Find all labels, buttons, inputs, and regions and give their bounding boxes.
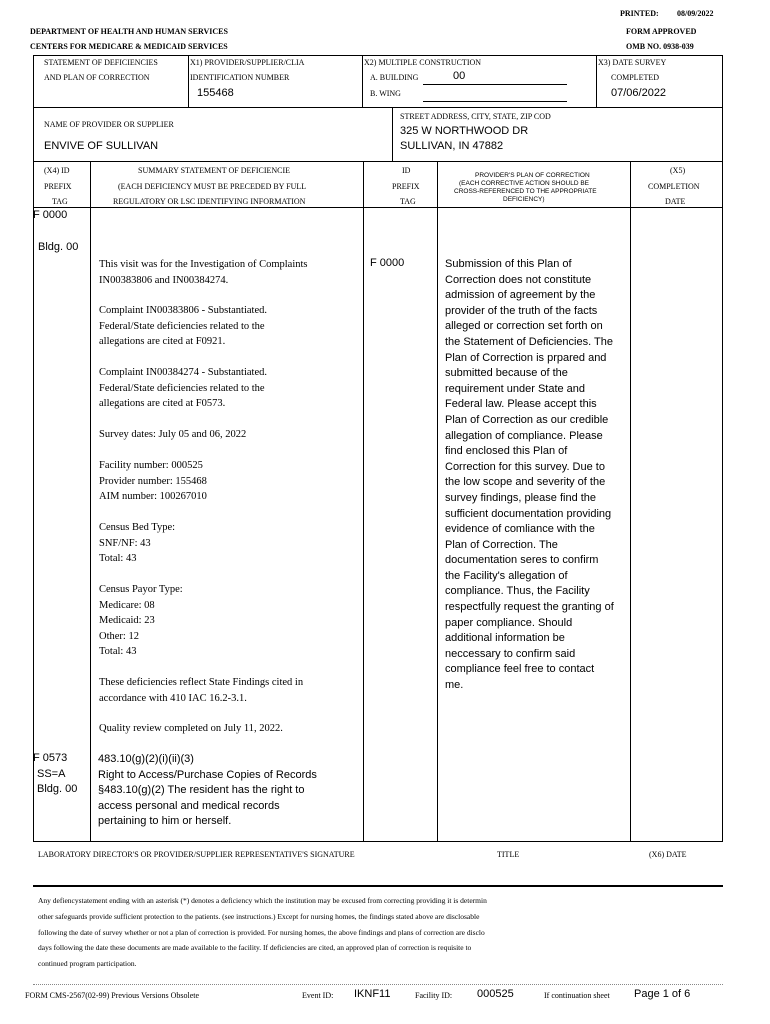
tag-f0000: F 0000 (33, 209, 68, 221)
form-number: FORM CMS-2567(02-99) Previous Versions Obsolete (25, 991, 200, 1000)
department-name: DEPARTMENT OF HEALTH AND HUMAN SERVICES (30, 27, 228, 36)
summary-header-3: REGULATORY OR LSC IDENTIFYING INFORMATION (113, 197, 306, 206)
tag-f0573: F 0573 (33, 752, 68, 764)
facility-id-label: Facility ID: (415, 991, 453, 1000)
building-label: A. BUILDING (370, 73, 419, 82)
page-number: Page 1 of 6 (634, 988, 691, 1000)
x4-header-1: (X4) ID (44, 166, 70, 175)
id-header-3: TAG (400, 197, 416, 206)
facility-id-value: 000525 (477, 988, 514, 1000)
x4-header-3: TAG (52, 197, 68, 206)
statement-label-1: STATEMENT OF DEFICIENCIES (44, 58, 158, 67)
statement-label-2: AND PLAN OF CORRECTION (44, 73, 150, 82)
tag-bldg-2: Bldg. 00 (37, 783, 78, 795)
summary-quality-review: Quality review completed on July 11, 2022. (99, 723, 283, 734)
tag-bldg-1: Bldg. 00 (38, 241, 79, 253)
summary-census-bed: Census Bed Type: SNF/NF: 43 Total: 43 (99, 522, 176, 565)
summary-intro: This visit was for the Investigation of Complaints IN00383806 and IN00384274. (99, 259, 308, 286)
x5-header-1: (X5) (670, 166, 686, 175)
address-line-1: 325 W NORTHWOOD DR (400, 125, 529, 137)
disclaimer-line-1: Any defiencystatement ending with an asterisk (*) denotes a deficiency which the institution may be excused from correcting providing it is determin (38, 896, 487, 905)
disclaimer-line-5: continued program participation. (38, 959, 137, 968)
provider-name-label: NAME OF PROVIDER OR SUPPLIER (44, 120, 174, 129)
summary-header-2: (EACH DEFICIENCY MUST BE PRECEDED BY FULL (118, 182, 307, 191)
plan-tag: F 0000 (370, 257, 405, 269)
date-label: (X6) DATE (649, 850, 687, 859)
address-label: STREET ADDRESS, CITY, STATE, ZIP COD (400, 112, 551, 121)
summary-census-payor: Census Payor Type: Medicare: 08 Medicaid: 23 Other: 12 Total: 43 (99, 584, 183, 658)
disclaimer-line-3: following the date of survey whether or not a plan of correction is provided. For nursing homes, the above findings and plans of correction are disclo (38, 928, 485, 937)
centers-name: CENTERS FOR MEDICARE & MEDICAID SERVICES (30, 42, 228, 51)
signature-label: LABORATORY DIRECTOR'S OR PROVIDER/SUPPLIER REPRESENTATIVE'S SIGNATURE (38, 850, 355, 859)
summary-f0573-text: 483.10(g)(2)(i)(ii)(3) Right to Access/Purchase Copies of Records §483.10(g)(2) The resident has the right to access personal and medical records pertaining to him or herself. (98, 753, 317, 828)
provider-id-value: 155468 (197, 87, 234, 99)
provider-id-label-1: X1) PROVIDER/SUPPLIER/CLIA (190, 58, 305, 67)
printed-date: 08/09/2022 (677, 9, 714, 18)
event-id-label: Event ID: (302, 991, 334, 1000)
summary-complaint-2: Complaint IN00384274 - Substantiated. Federal/State deficiencies related to the allegations are cited at F0573. (99, 367, 267, 410)
event-id-value: IKNF11 (354, 988, 391, 1000)
plan-header-1: PROVIDER'S PLAN OF CORRECTION (475, 172, 590, 179)
summary-header-1: SUMMARY STATEMENT OF DEFICIENCIE (138, 166, 291, 175)
x5-header-2: COMPLETION (648, 182, 700, 191)
summary-complaint-1: Complaint IN00383806 - Substantiated. Federal/State deficiencies related to the allegations are cited at F0921. (99, 305, 267, 348)
provider-id-label-2: IDENTIFICATION NUMBER (190, 73, 290, 82)
wing-label: B. WING (370, 89, 401, 98)
id-header-1: ID (402, 166, 411, 175)
plan-header-3: CROSS-REFERENCED TO THE APPROPRIATE (454, 188, 597, 195)
summary-facility-numbers: Facility number: 000525 Provider number: 155468 AIM number: 100267010 (99, 460, 207, 503)
plan-header-4: DEFICIENCY) (503, 196, 545, 203)
plan-header-2: (EACH CORRECTIVE ACTION SHOULD BE (459, 180, 590, 187)
id-header-2: PREFIX (392, 182, 420, 191)
provider-name-value: ENVIVE OF SULLIVAN (44, 140, 159, 152)
date-survey-label-2: COMPLETED (611, 73, 659, 82)
continuation-label: If continuation sheet (544, 991, 610, 1000)
building-value: 00 (453, 70, 466, 82)
form-approved: FORM APPROVED (626, 27, 697, 36)
tag-ss: SS=A (37, 768, 66, 780)
summary-survey-dates: Survey dates: July 05 and 06, 2022 (99, 429, 247, 440)
printed-label: PRINTED: (620, 9, 659, 18)
disclaimer-line-4: days following the date these documents are made available to the facility. If deficiencies are cited, an approved plan of correction is requisite to (38, 943, 472, 952)
summary-state-findings: These deficiencies reflect State Findings cited in accordance with 410 IAC 16.2-3.1. (99, 677, 304, 704)
plan-of-correction-text: Submission of this Plan of Correction does not constitute admission of agreement by the provider of the truth of the facts alleged or correction set forth on the Statement of Deficiencies. The Plan of Correction is prpared and submitted because of the requirement under State and Federal law. Please accept this Plan of Correction as our credible allegation of compliance. Please find enclosed this Plan of Correction for this survey. Due to the low scope and severity of the survey findings, please find the sufficient documentation providing evidence of comliance with the Plan of Correction. The documentation seres to confirm the Facility's allegation of compliance. Thus, the Facility respectfully request the granting of paper compliance. Should additional information be neccessary to confirm said compliance feel free to contact me. (445, 258, 614, 692)
x4-header-2: PREFIX (44, 182, 72, 191)
multiple-construction-label: X2) MULTIPLE CONSTRUCTION (364, 58, 482, 67)
disclaimer-line-2: other safeguards provide sufficient protection to the patients. (see instructions.) Except for nursing homes, the findings stated above are disclosable (38, 912, 480, 921)
x5-header-3: DATE (665, 197, 686, 206)
address-line-2: SULLIVAN, IN 47882 (400, 140, 504, 152)
omb-number: OMB NO. 0938-039 (626, 42, 694, 51)
date-survey-label-1: X3) DATE SURVEY (598, 58, 667, 67)
date-survey-value: 07/06/2022 (611, 87, 667, 99)
title-label: TITLE (497, 850, 520, 859)
